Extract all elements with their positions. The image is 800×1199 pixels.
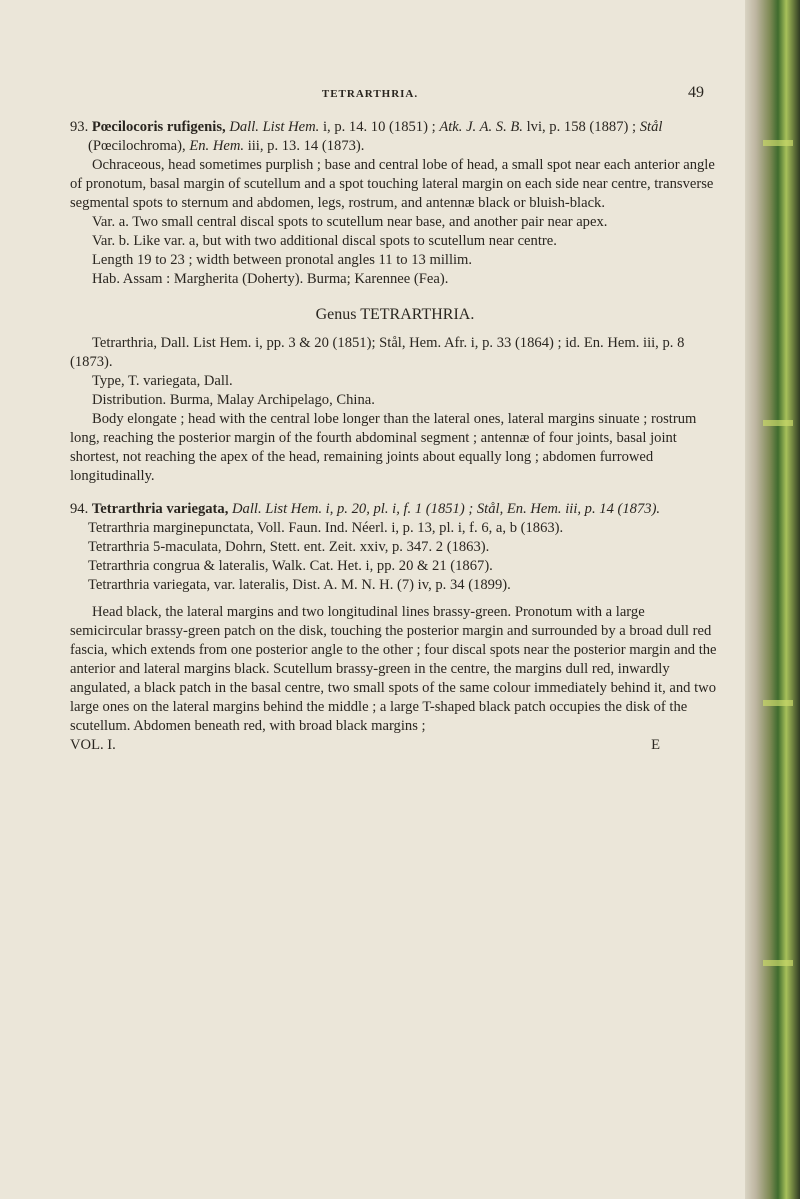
species-93-heading: 93. Pœcilocoris rufigenis, Dall. List Hem. i, p. 14. 10 (1851) ; Atk. J. A. S. B. lvi, p. 158 (1887) ; Stål (Pœcilochroma), En. Hem. iii, p. 13. 14 (1873). [70, 119, 663, 154]
synonym: Tetrarthria 5-maculata, Dohrn, Stett. ent. Zeit. xxiv, p. 347. 2 (1863). [88, 539, 490, 555]
species-93-description: Ochraceous, head sometimes purplish ; base and central lobe of head, a small spot near each anterior angle of pronotum, basal margin of scutellum and a spot touching lateral margin on each side near centre, transverse segmental spots to sternum and abdomen, legs, rostrum, and antennæ black or bluish-black. [70, 157, 715, 211]
signature-mark: E [651, 737, 660, 753]
species-name: Pœcilocoris rufigenis, [91, 119, 226, 135]
page-number: 49 [688, 84, 704, 101]
genus-type: Type, T. variegata, Dall. [92, 373, 233, 389]
page-text [70, 118, 720, 755]
species-name: Tetrarthria variegata, [91, 501, 229, 517]
species-93-length: Length 19 to 23 ; width between pronotal angles 11 to 13 millim. [92, 252, 473, 268]
genus-heading: Genus TETRARTHRIA. [315, 306, 475, 323]
species-94-description: Head black, the lateral margins and two longitudinal lines brassy-green. Pronotum with a large semicircular brassy-green patch on the disk, touching the posterior margin and surrounded by a broad dull red fascia, which extends from one posterior angle to the other ; four discal spots near the posterior margin and the anterior and lateral margins black. Scutellum brassy-green in the centre, the margins dull red, inwardly angulated, a black patch in the basal centre, two small spots of the same colour immediately behind it, and two large ones on the lateral margins behind the middle ; a large T-shaped black patch occupies the disk of the scutellum. Abdomen beneath red, with broad black margins ; [70, 604, 717, 734]
species-93-var-b: Var. b. Like var. a, but with two additional discal spots to scutellum near centre. [92, 233, 557, 249]
synonym: Tetrarthria congrua & lateralis, Walk. Cat. Het. i, pp. 20 & 21 (1867). [88, 558, 493, 574]
species-94-heading: 94. Tetrarthria variegata, Dall. List Hem. i, p. 20, pl. i, f. 1 (1851) ; Stål, En. Hem. iii, p. 14 (1873). [70, 501, 661, 517]
species-93-var-a: Var. a. Two small central discal spots to scutellum near base, and another pair near apex. [92, 214, 608, 230]
synonym: Tetrarthria variegata, var. lateralis, Dist. A. M. N. H. (7) iv, p. 34 (1899). [88, 577, 511, 593]
species-93-habitat: Hab. Assam : Margherita (Doherty). Burma; Karennee (Fea). [92, 271, 449, 287]
genus-description: Body elongate ; head with the central lobe longer than the lateral ones, lateral margins sinuate ; rostrum long, reaching the posterior margin of the fourth abdominal segment ; antennæ of four joints, basal joint shortest, not reaching the apex of the head, remaining joints about equally long ; abdomen furrowed longitudinally. [70, 411, 697, 484]
running-title: TETRARTHRIA. [321, 88, 419, 100]
synonym: Tetrarthria marginepunctata, Voll. Faun. Ind. Néerl. i, p. 13, pl. i, f. 6, a, b (1863). [88, 520, 564, 536]
volume-label: VOL. I. [70, 737, 116, 753]
genus-distribution: Distribution. Burma, Malay Archipelago, China. [92, 392, 375, 408]
book-edge [745, 0, 800, 1199]
genus-synonymy: Tetrarthria, Dall. List Hem. i, pp. 3 & 20 (1851); Stål, Hem. Afr. i, p. 33 (1864) ; id. En. Hem. iii, p. 8 (1873). [70, 335, 685, 370]
page-footer [70, 736, 720, 755]
